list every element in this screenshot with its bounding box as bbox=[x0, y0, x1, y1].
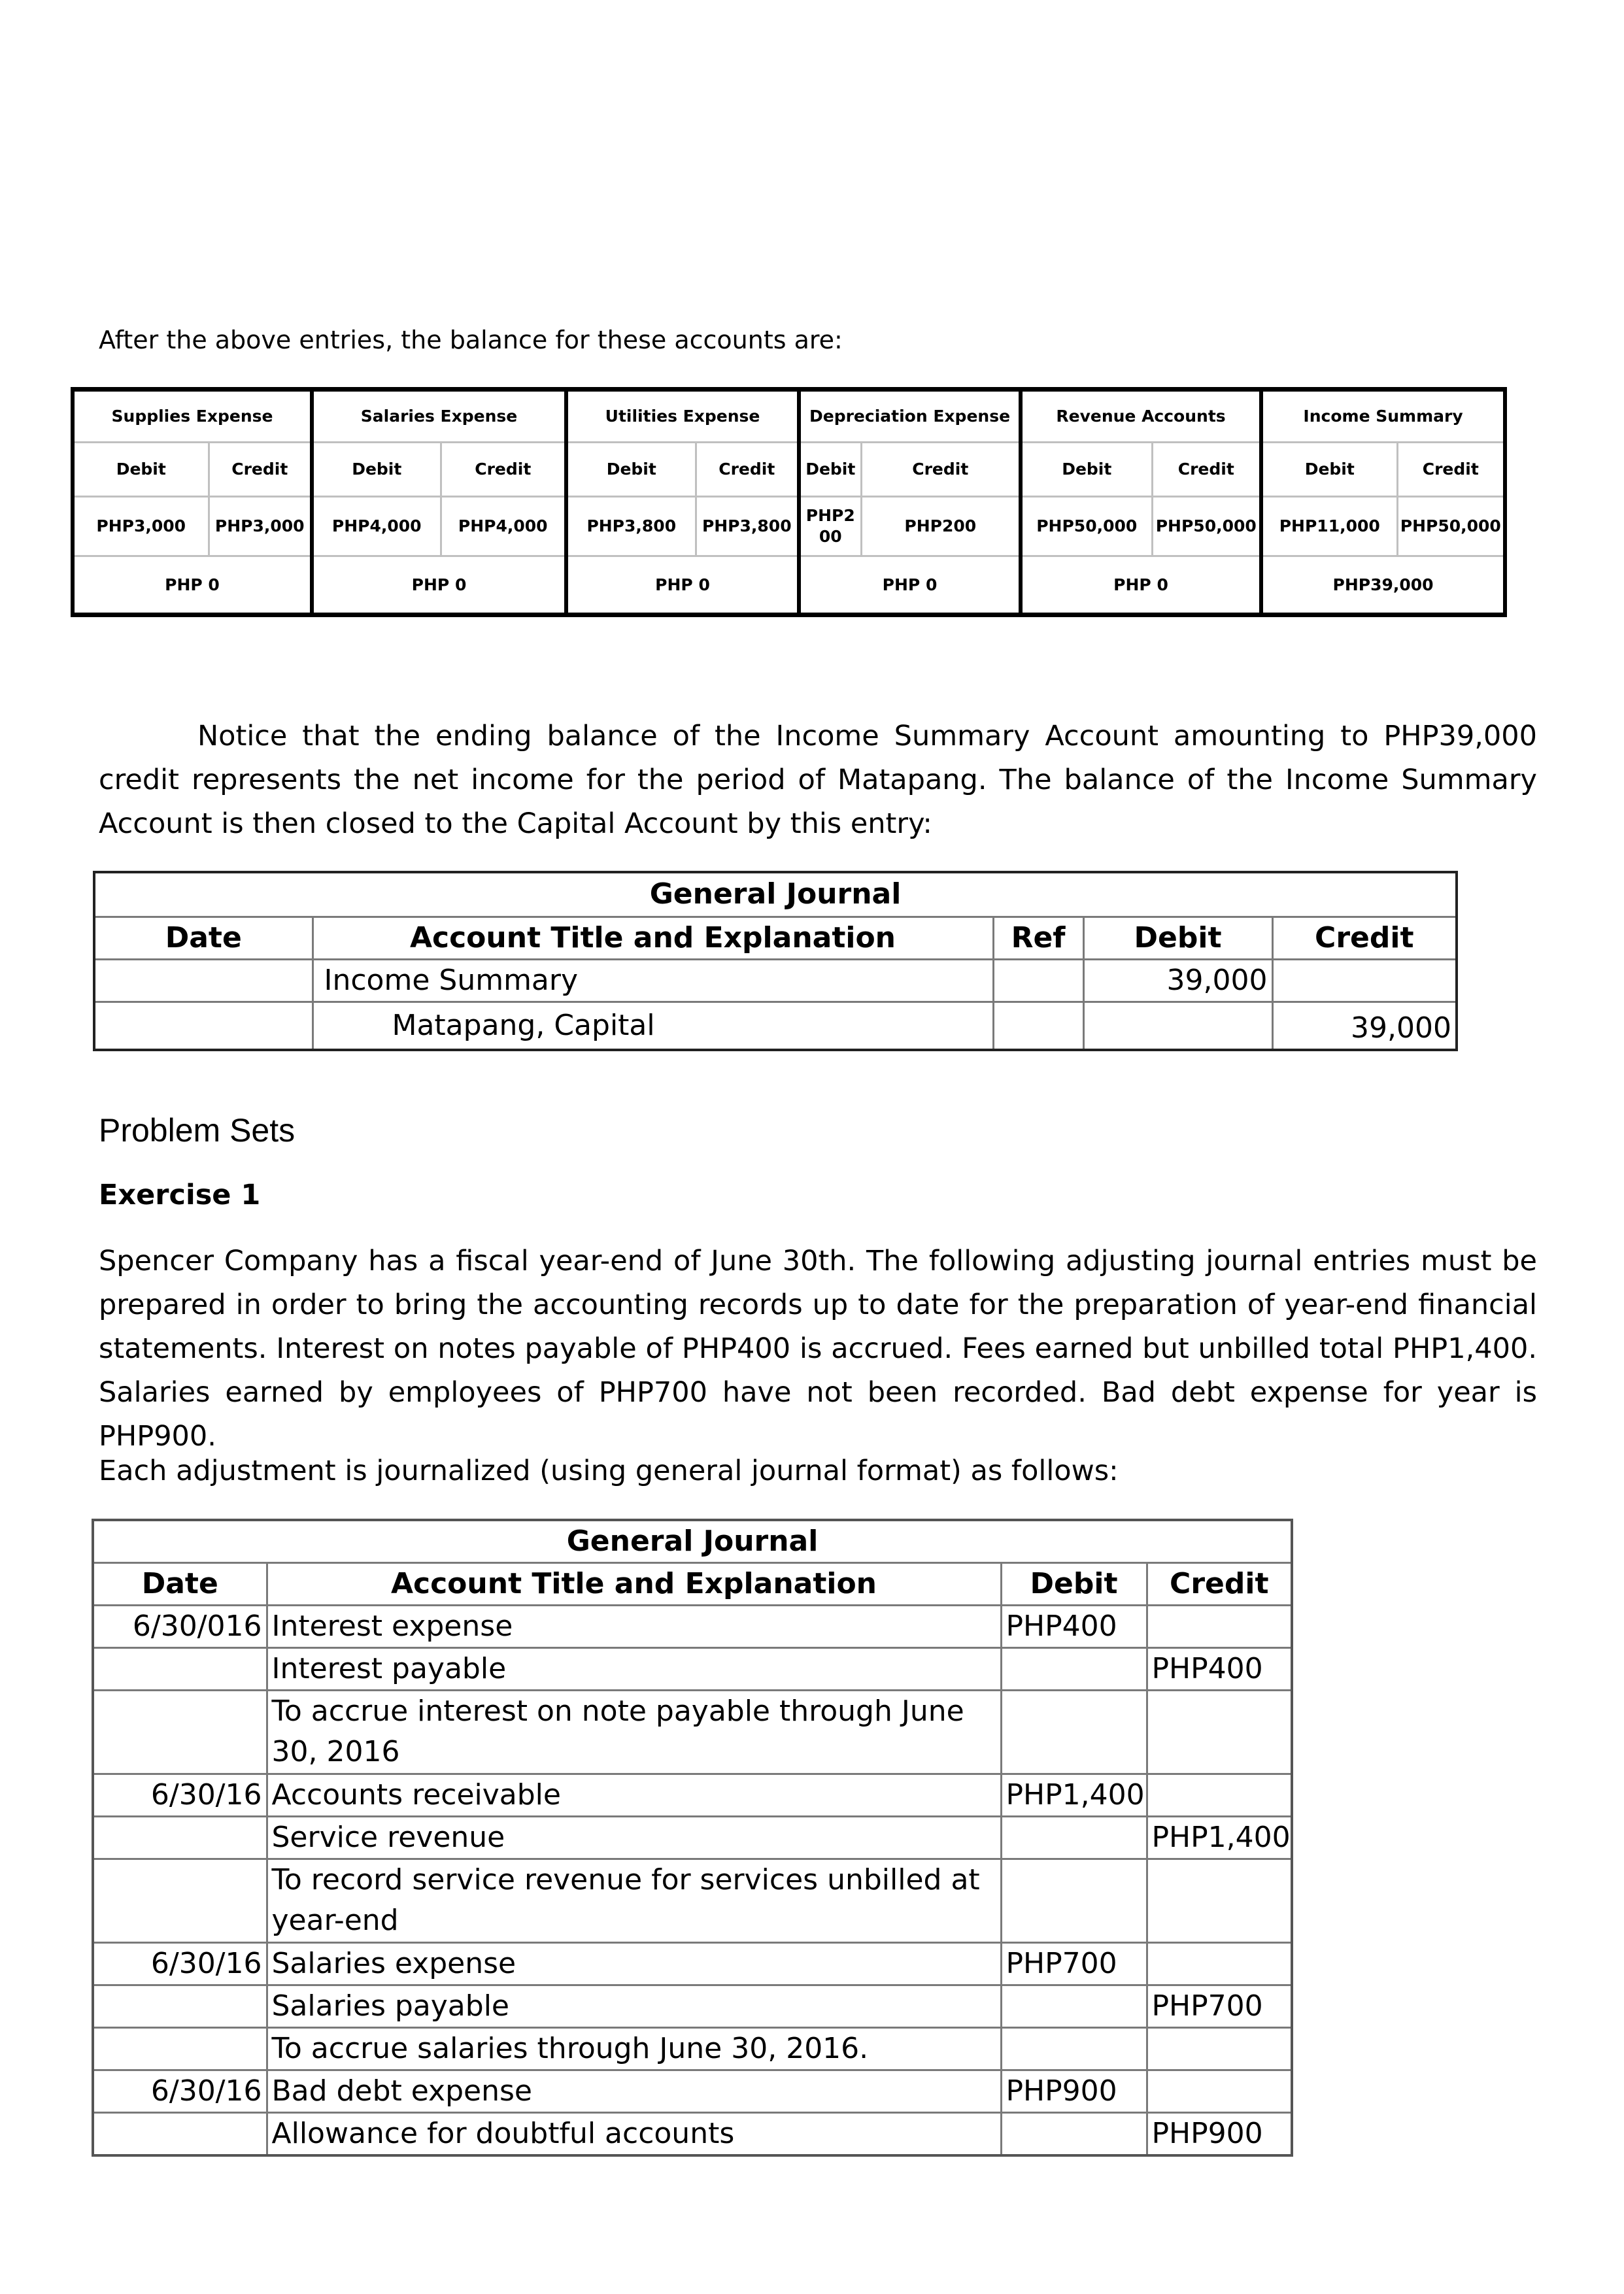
journal-row bbox=[93, 2028, 1292, 2070]
entry-date bbox=[94, 959, 313, 1002]
header-debit: Debit bbox=[1001, 1563, 1147, 1606]
entry-debit bbox=[1001, 1648, 1147, 1691]
account-name: Supplies Expense bbox=[73, 390, 312, 443]
header-ref: Ref bbox=[993, 917, 1083, 959]
entry-account: To accrue interest on note payable through June 30, 2016 bbox=[267, 1691, 1001, 1774]
journal-row bbox=[93, 2113, 1292, 2156]
journal-row bbox=[93, 1943, 1292, 1985]
entry-date bbox=[93, 1985, 267, 2028]
journal-row bbox=[93, 1859, 1292, 1943]
credit-label: Credit bbox=[209, 443, 312, 497]
entry-credit bbox=[1147, 1691, 1292, 1774]
entry-credit: 39,000 bbox=[1272, 1002, 1457, 1050]
entry-ref bbox=[993, 959, 1083, 1002]
entry-date bbox=[93, 1817, 267, 1859]
header-date: Date bbox=[94, 917, 313, 959]
entry-debit bbox=[1001, 2028, 1147, 2070]
credit-amount: PHP4,000 bbox=[441, 497, 566, 556]
account-name: Revenue Accounts bbox=[1021, 390, 1261, 443]
credit-amount: PHP200 bbox=[861, 497, 1021, 556]
entry-credit bbox=[1147, 2028, 1292, 2070]
entry-debit bbox=[1001, 1859, 1147, 1943]
entry-account: Interest expense bbox=[267, 1606, 1001, 1648]
entry-date bbox=[93, 1648, 267, 1691]
entry-date: 6/30/16 bbox=[93, 2070, 267, 2113]
entry-date bbox=[93, 2113, 267, 2156]
entry-date bbox=[93, 2028, 267, 2070]
header-account: Account Title and Explanation bbox=[313, 917, 993, 959]
credit-label: Credit bbox=[1152, 443, 1261, 497]
entry-credit bbox=[1147, 1774, 1292, 1817]
journal-row bbox=[93, 1648, 1292, 1691]
exercise-paragraph: Spencer Company has a fiscal year-end of June 30th. The following adjusting journal entries must be prepared in order to bring the accounting records up to date for the preparation of year-end financial statements. Interest on notes payable of PHP400 is accrued. Fees earned but unbilled total PHP1,400. Salaries earned by employees of PHP700 have not been recorded. Bad debt expense for year is PHP900. bbox=[99, 1245, 1537, 1453]
problem-sets-heading: Problem Sets bbox=[99, 1112, 296, 1149]
entry-credit: PHP1,400 bbox=[1147, 1817, 1292, 1859]
account-name: Income Summary bbox=[1261, 390, 1505, 443]
entry-debit bbox=[1001, 1691, 1147, 1774]
credit-amount: PHP50,000 bbox=[1152, 497, 1261, 556]
balance-amount: PHP 0 bbox=[1021, 556, 1261, 615]
entry-account: Salaries expense bbox=[267, 1943, 1001, 1985]
entry-debit: PHP900 bbox=[1001, 2070, 1147, 2113]
entry-credit: PHP900 bbox=[1147, 2113, 1292, 2156]
credit-amount: PHP50,000 bbox=[1397, 497, 1505, 556]
debit-label: Debit bbox=[1021, 443, 1152, 497]
debit-amount: PHP200 bbox=[799, 497, 861, 556]
debit-label: Debit bbox=[799, 443, 861, 497]
credit-label: Credit bbox=[696, 443, 799, 497]
journal-row bbox=[93, 1817, 1292, 1859]
header-account: Account Title and Explanation bbox=[267, 1563, 1001, 1606]
entry-credit bbox=[1147, 1606, 1292, 1648]
debit-label: Debit bbox=[312, 443, 441, 497]
entry-debit: PHP400 bbox=[1001, 1606, 1147, 1648]
entry-debit bbox=[1001, 1817, 1147, 1859]
debit-amount: PHP11,000 bbox=[1261, 497, 1397, 556]
header-debit: Debit bbox=[1083, 917, 1272, 959]
debit-label: Debit bbox=[566, 443, 696, 497]
entry-date: 6/30/16 bbox=[93, 1943, 267, 1985]
credit-label: Credit bbox=[1397, 443, 1505, 497]
entry-debit: 39,000 bbox=[1083, 959, 1272, 1002]
adjustment-intro-text: Each adjustment is journalized (using general journal format) as follows: bbox=[99, 1455, 1119, 1487]
journal-title: General Journal bbox=[93, 1520, 1292, 1563]
entry-debit bbox=[1001, 1985, 1147, 2028]
entry-debit bbox=[1083, 1002, 1272, 1050]
entry-credit bbox=[1147, 1859, 1292, 1943]
debit-amount: PHP3,800 bbox=[566, 497, 696, 556]
balance-amount: PHP 0 bbox=[312, 556, 566, 615]
intro-text: After the above entries, the balance for these accounts are: bbox=[99, 326, 843, 354]
balance-amount: PHP 0 bbox=[566, 556, 799, 615]
adjusting-general-journal bbox=[92, 1519, 1293, 2157]
entry-account: Bad debt expense bbox=[267, 2070, 1001, 2113]
entry-date bbox=[94, 1002, 313, 1050]
journal-title: General Journal bbox=[94, 872, 1457, 917]
entry-credit bbox=[1272, 959, 1457, 1002]
entry-account: Service revenue bbox=[267, 1817, 1001, 1859]
header-credit: Credit bbox=[1147, 1563, 1292, 1606]
entry-account: Interest payable bbox=[267, 1648, 1001, 1691]
balance-amount: PHP 0 bbox=[799, 556, 1021, 615]
closing-general-journal bbox=[93, 871, 1458, 1051]
entry-date bbox=[93, 1691, 267, 1774]
credit-label: Credit bbox=[861, 443, 1021, 497]
closing-explanation-paragraph: Notice that the ending balance of the Income Summary Account amounting to PHP39,000 credit represents the net income for the period of Matapang. The balance of the Income Summary Account is then closed to the Capital Account by this entry: bbox=[99, 720, 1537, 840]
account-balances-table bbox=[71, 387, 1507, 617]
entry-date: 6/30/16 bbox=[93, 1774, 267, 1817]
entry-account: Income Summary bbox=[313, 959, 993, 1002]
entry-date bbox=[93, 1859, 267, 1943]
account-name: Depreciation Expense bbox=[799, 390, 1021, 443]
account-name: Utilities Expense bbox=[566, 390, 799, 443]
credit-amount: PHP3,000 bbox=[209, 497, 312, 556]
balance-amount: PHP 0 bbox=[73, 556, 312, 615]
journal-row bbox=[93, 1774, 1292, 1817]
exercise-heading: Exercise 1 bbox=[99, 1179, 261, 1211]
debit-label: Debit bbox=[73, 443, 209, 497]
entry-account: To record service revenue for services unbilled at year-end bbox=[267, 1859, 1001, 1943]
journal-row bbox=[94, 959, 1457, 1002]
credit-amount: PHP3,800 bbox=[696, 497, 799, 556]
entry-ref bbox=[993, 1002, 1083, 1050]
entry-debit: PHP700 bbox=[1001, 1943, 1147, 1985]
entry-debit bbox=[1001, 2113, 1147, 2156]
journal-row bbox=[93, 1691, 1292, 1774]
header-credit: Credit bbox=[1272, 917, 1457, 959]
debit-amount: PHP3,000 bbox=[73, 497, 209, 556]
entry-credit bbox=[1147, 2070, 1292, 2113]
entry-date: 6/30/016 bbox=[93, 1606, 267, 1648]
header-date: Date bbox=[93, 1563, 267, 1606]
account-name: Salaries Expense bbox=[312, 390, 566, 443]
balance-amount: PHP39,000 bbox=[1261, 556, 1505, 615]
entry-account: Accounts receivable bbox=[267, 1774, 1001, 1817]
debit-amount: PHP4,000 bbox=[312, 497, 441, 556]
entry-account: Allowance for doubtful accounts bbox=[267, 2113, 1001, 2156]
entry-account: Salaries payable bbox=[267, 1985, 1001, 2028]
entry-account: Matapang, Capital bbox=[313, 1002, 993, 1050]
journal-row bbox=[93, 1985, 1292, 2028]
entry-credit bbox=[1147, 1943, 1292, 1985]
entry-account: To accrue salaries through June 30, 2016. bbox=[267, 2028, 1001, 2070]
debit-label: Debit bbox=[1261, 443, 1397, 497]
credit-label: Credit bbox=[441, 443, 566, 497]
journal-row bbox=[93, 1606, 1292, 1648]
journal-row bbox=[93, 2070, 1292, 2113]
entry-credit: PHP700 bbox=[1147, 1985, 1292, 2028]
entry-credit: PHP400 bbox=[1147, 1648, 1292, 1691]
debit-amount: PHP50,000 bbox=[1021, 497, 1152, 556]
journal-row bbox=[94, 1002, 1457, 1050]
entry-debit: PHP1,400 bbox=[1001, 1774, 1147, 1817]
